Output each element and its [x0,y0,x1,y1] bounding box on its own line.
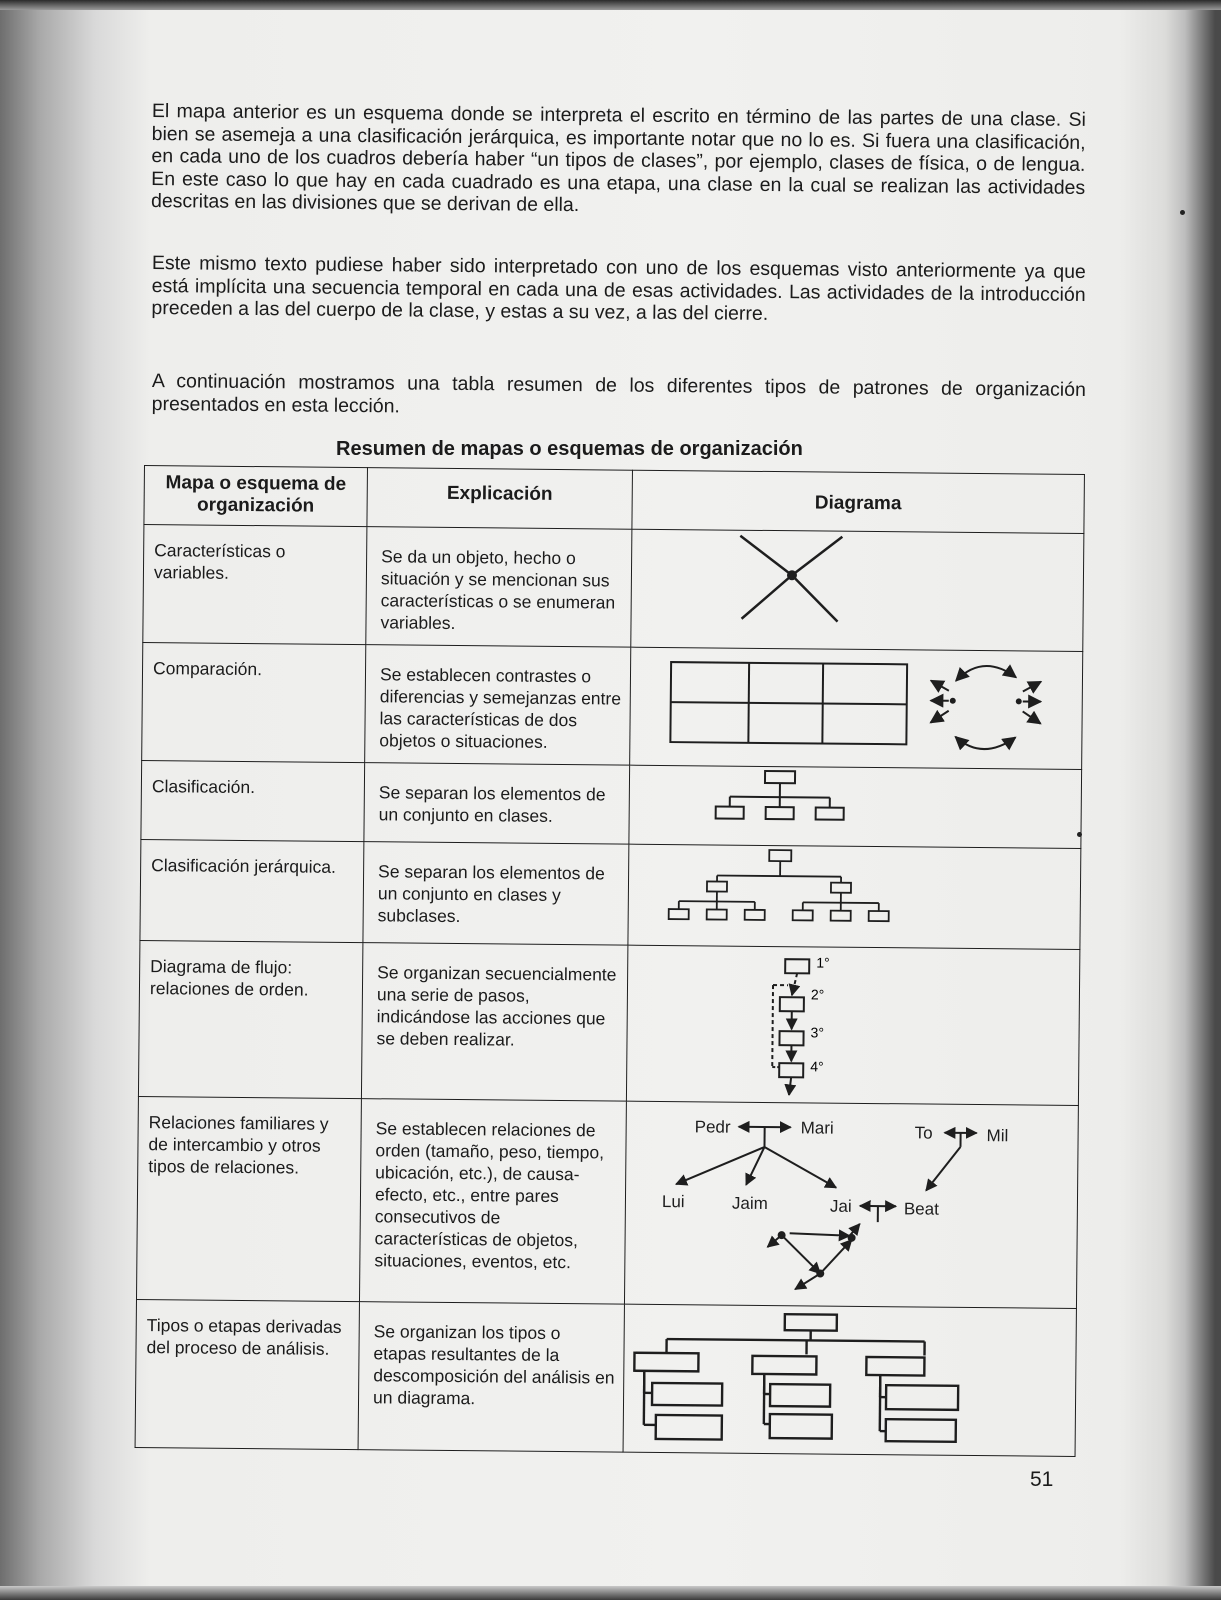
family-label: Pedr [694,1117,731,1137]
hierarchy-tree-icon [669,849,890,921]
row-name: Comparación. [142,642,366,763]
row-name: Tipos o etapas derivadas del proceso de análisis. [135,1299,359,1449]
table-row [135,1299,1076,1456]
row-explanation: Se organizan secuencialmente una serie de pasos, indicándose las acciones que se deben realizar. [361,942,627,1101]
table-title: Resumen de mapas o esquemas de organización [336,438,803,460]
step-label: 3° [810,1023,825,1041]
family-label: Mari [800,1118,834,1138]
diagram-analysis-stages [623,1304,1076,1456]
summary-table-wrapper [135,465,1081,1457]
table-row [138,940,1079,1105]
diagram-hierarchical-classification [628,844,1081,949]
exchange-cycle-icon [930,665,1041,749]
table-row [141,760,1082,848]
row-explanation: Se establecen contrastes o diferencias y semejanzas entre las características de dos objetos o situaciones. [365,644,631,765]
speck [1077,832,1082,837]
table-header-row [144,466,1085,534]
row-explanation: Se separan los elementos de un conjunto en clases y subclases. [363,842,629,945]
family-label: Jaim [731,1193,768,1214]
diagram-family-relations [624,1101,1078,1308]
paragraph-sequence: Este mismo texto pudiese haber sido interpretado con uno de los esquemas visto anteriormente ya que está implícita una secuencia temporal en cada una de esas actividades. Las actividades de la introducción preceden a las del cuerpo de la clase, y estas a su vez, a las del cierre. [151,252,1086,325]
table-row [142,642,1083,769]
row-name: Relaciones familiares y de intercambio y otros tipos de relaciones. [136,1096,361,1301]
step-label: 2° [810,985,825,1003]
table-row [136,1096,1078,1308]
paragraph-summary-intro: A continuación mostramos una tabla resumen de los diferentes tipos de patrones de organización presentados en esta lección. [151,370,1086,417]
diagram-flow [626,945,1079,1106]
family-label: Jai [829,1196,852,1216]
row-name: Características o variables. [143,525,367,644]
header-diagram: Diagrama [632,470,1085,534]
family-label: To [914,1123,933,1143]
speck [1180,210,1185,215]
tree-icon [716,770,844,819]
comparison-grid-icon [670,662,907,744]
diagram-classification [629,765,1082,849]
table-row [143,525,1084,651]
bottom-shadow-edge [0,1586,1221,1600]
row-explanation: Se establecen relaciones de orden (tamaño, peso, tiempo, ubicación, etc.), de causa-efecto, etc., entre pares consecutivos de características de objetos, situaciones, eventos, etc. [359,1099,626,1304]
row-explanation: Se separan los elementos de un conjunto en clases. [364,763,630,845]
step-label: 1° [816,954,830,971]
family-label: Mil [986,1126,1009,1146]
summary-table [135,465,1085,1457]
header-map-type: Mapa o esquema de organización [144,466,368,527]
flowchart-icon [772,959,809,1095]
step-label: 4° [810,1057,824,1075]
row-name: Clasificación jerárquica. [140,840,364,943]
diagram-characteristics [631,529,1084,651]
header-explanation: Explicación [367,468,633,530]
row-explanation: Se organizan los tipos o etapas resultantes de la descomposición del análisis en un diagrama. [358,1302,624,1453]
page-number: 51 [1030,1468,1054,1491]
analysis-tree-icon [634,1313,959,1442]
center-node-icon [787,570,797,580]
table-row [140,840,1081,949]
row-explanation: Se da un objeto, hecho o situación y se mencionan sus características o se enumeran variables. [366,527,632,647]
family-label: Beat [903,1199,939,1219]
paragraph-intro: El mapa anterior es un esquema donde se interpreta el escrito en término de las partes de una clase. Si bien se asemeja a una clasificación jerárquica, es importante notar que no lo es. Si fuera una clasificación, en cada uno de los cuadros debería haber “un tipos de clases”, por ejemplo, clases de física, o de lengua. En este caso lo que hay en cada cuadrado es una etapa, una clase en la cual se realizan las actividades descritas en las divisiones que se derivan de ella. [150,100,1086,217]
diagram-comparison [630,647,1083,770]
family-label: Lui [661,1192,685,1212]
row-name: Clasificación. [141,760,365,841]
row-name: Diagrama de flujo: relaciones de orden. [138,940,362,1099]
